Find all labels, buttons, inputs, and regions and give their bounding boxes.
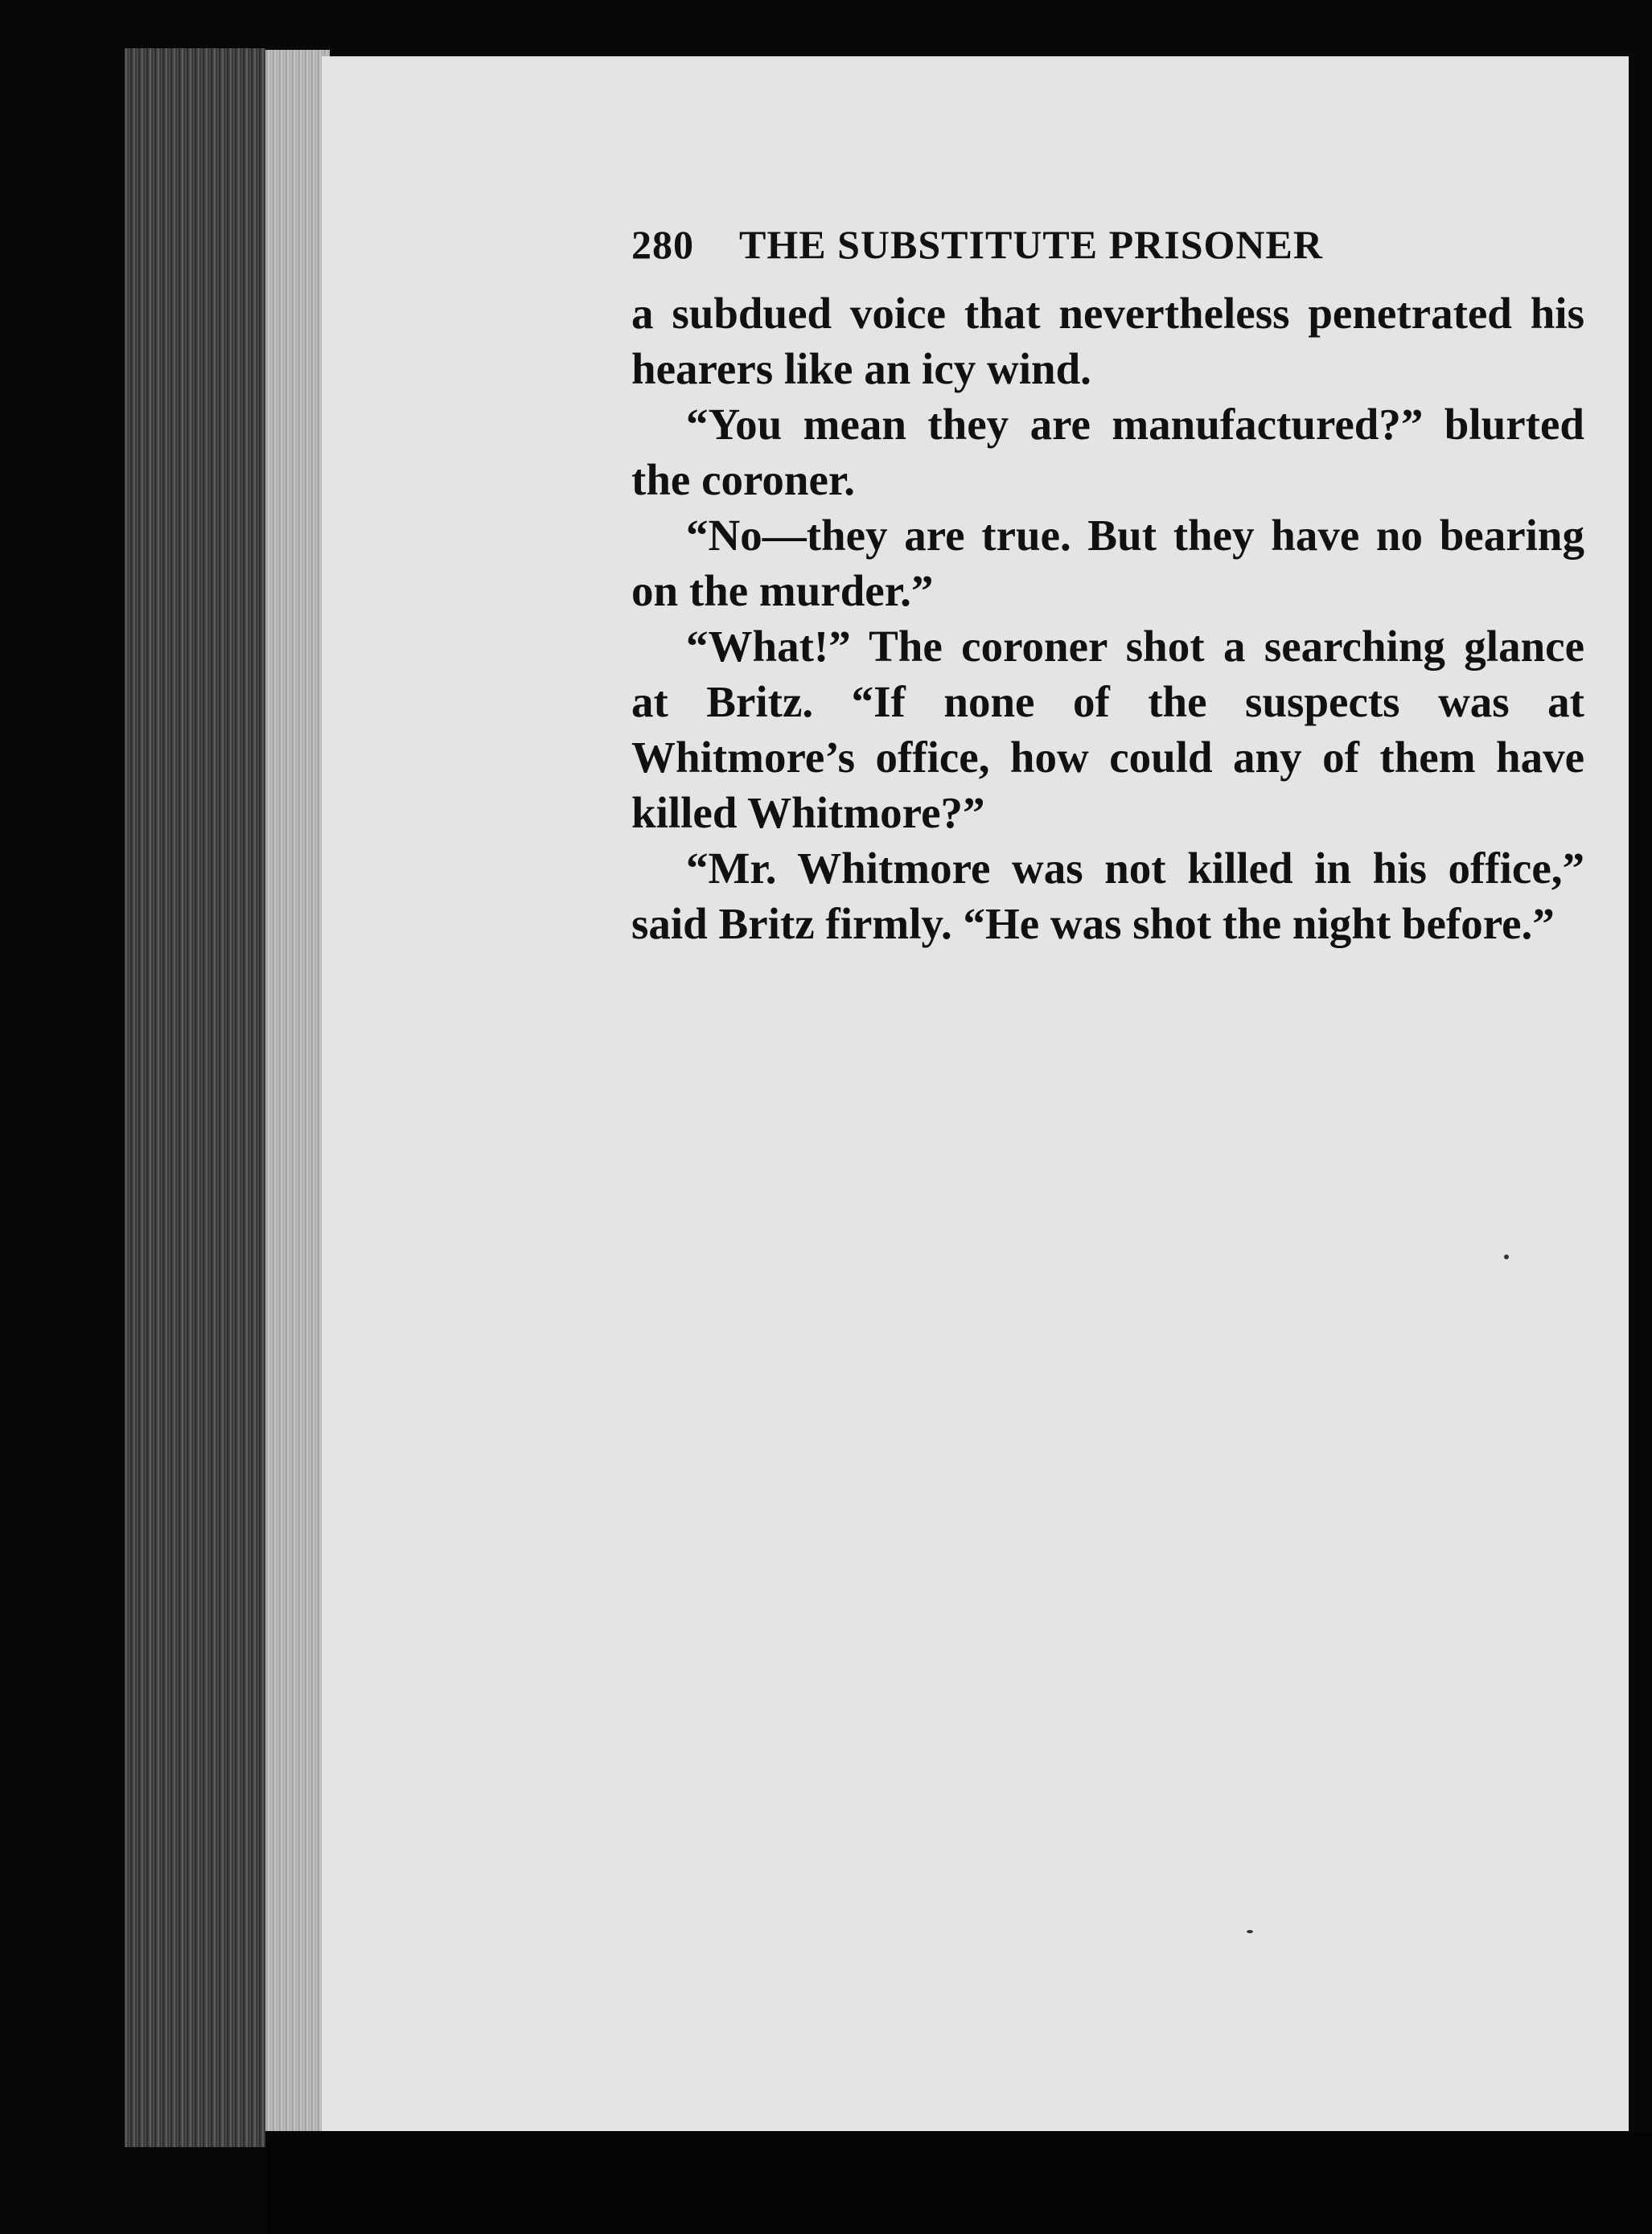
paragraph: “You mean they are manufactured?” blurted the coroner. — [631, 400, 1584, 504]
paragraph: “What!” The coroner shot a searching glance at Britz. “If none of the suspects was at Whitmore’s office, how could any of them have killed Whitmore?” — [631, 622, 1584, 837]
body-text — [631, 285, 1584, 951]
page-number: 280 — [631, 222, 694, 267]
book-page — [322, 56, 1629, 2131]
page-text-block — [631, 221, 1597, 951]
running-header — [631, 221, 1584, 268]
scan-bottom-edge — [265, 2131, 1652, 2234]
book-spine — [125, 48, 265, 2147]
scan-speck — [1504, 1255, 1509, 1259]
running-head-title: THE SUBSTITUTE PRISONER — [739, 222, 1324, 267]
paragraph: a subdued voice that nevertheless penetrated his hearers like an icy wind. — [631, 289, 1584, 393]
paragraph: “Mr. Whitmore was not killed in his office,” said Britz firmly. “He was shot the night before.” — [631, 844, 1584, 948]
paragraph: “No—they are true. But they have no bearing on the murder.” — [631, 511, 1584, 615]
scan-speck — [1247, 1930, 1253, 1933]
page-edges — [265, 50, 330, 2141]
